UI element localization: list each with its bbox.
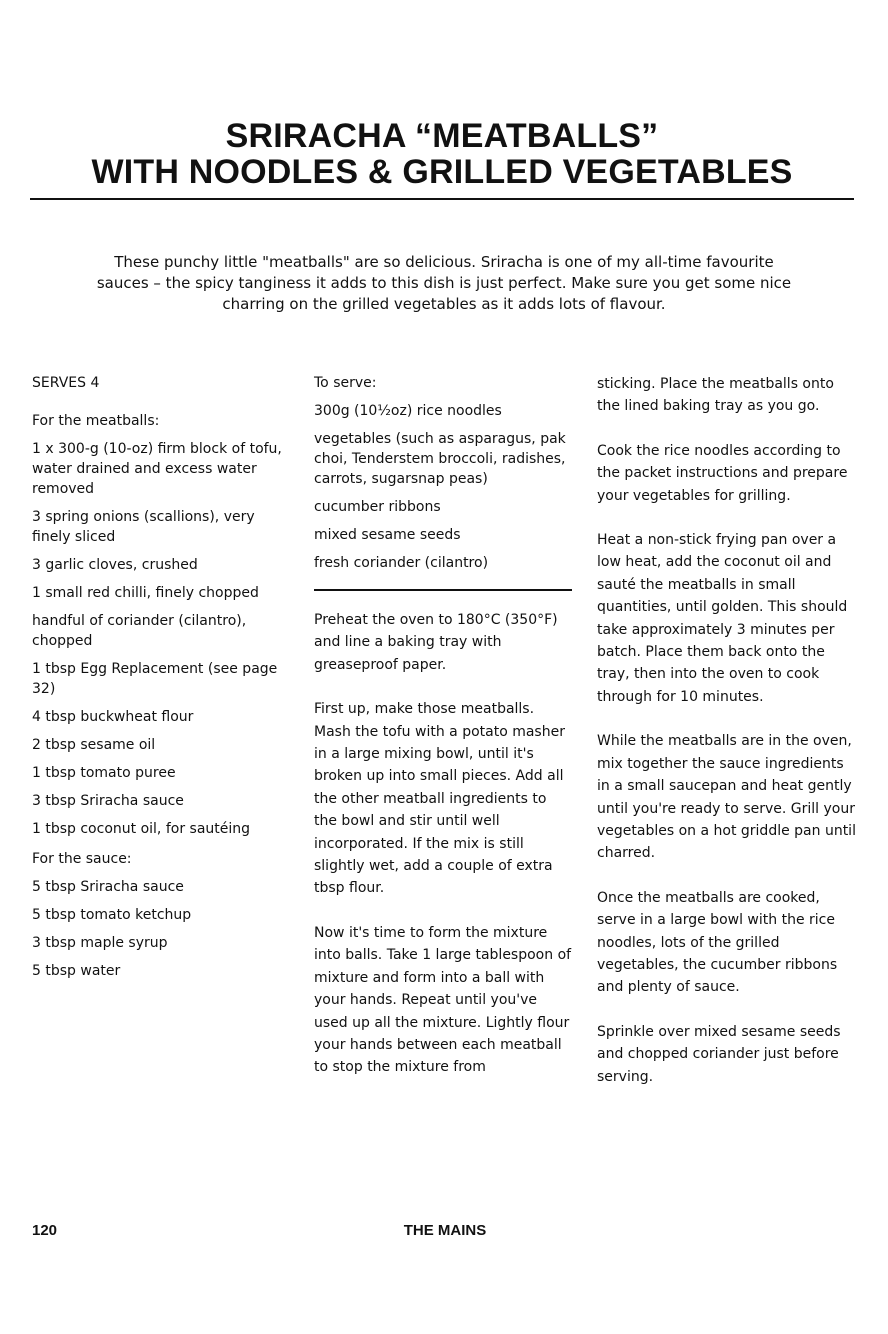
method-step: Now it's time to form the mixture into balls. Take 1 large tablespoon of mixture and form into a ball with your hands. Repeat until you've used up all the mixture. Lightly flour your hands between each meatball to stop the mixture from — [314, 924, 572, 1076]
method-step: Preheat the oven to 180°C (350°F) and line a baking tray with greaseproof paper. — [314, 612, 558, 673]
sauce-item: 5 tbsp tomato ketchup — [32, 907, 192, 923]
ingredient-item: 1 x 300-g (10-oz) firm block of tofu, water drained and excess water removed — [32, 441, 282, 497]
sauce-item: 3 tbsp maple syrup — [32, 935, 168, 951]
page-number: 120 — [32, 1222, 58, 1239]
ingredient-item: handful of coriander (cilantro), chopped — [32, 613, 247, 649]
sauce-item: 5 tbsp water — [32, 963, 121, 979]
to-serve-heading: To serve: — [314, 375, 377, 391]
method-step: While the meatballs are in the oven, mix together the sauce ingredients in a small saucepan and heat gently until you're ready to serve. Grill your vegetables on a hot griddle pan until charred. — [597, 733, 856, 862]
ingredient-item: 4 tbsp buckwheat flour — [32, 709, 194, 725]
recipe-title-line-2: WITH NOODLES & GRILLED VEGETABLES — [91, 153, 793, 191]
method-step: Cook the rice noodles according to the packet instructions and prepare your vegetables for grilling. — [597, 442, 848, 504]
serve-item: vegetables (such as asparagus, pak choi, Tenderstem broccoli, radishes, carrots, sugarsnap peas) — [314, 431, 566, 487]
method-step: Once the meatballs are cooked, serve in a large bowl with the rice noodles, lots of the grilled vegetables, the cucumber ribbons and plenty of sauce. — [597, 889, 838, 996]
serve-and-method-column — [314, 373, 572, 1101]
ingredient-item: 1 small red chilli, finely chopped — [32, 585, 259, 601]
serves-label: SERVES 4 — [32, 375, 100, 391]
title-divider — [30, 198, 854, 200]
ingredient-item: 3 spring onions (scallions), very finely sliced — [32, 509, 255, 545]
ingredient-item: 3 tbsp Sriracha sauce — [32, 793, 184, 809]
sauce-heading: For the sauce: — [32, 851, 132, 867]
serve-item: cucumber ribbons — [314, 499, 441, 515]
section-name: THE MAINS — [403, 1222, 487, 1239]
method-step: sticking. Place the meatballs onto the lined baking tray as you go. — [597, 376, 834, 415]
sauce-item: 5 tbsp Sriracha sauce — [32, 879, 184, 895]
method-column — [597, 373, 859, 1110]
recipe-title-line-1: SRIRACHA “MEATBALLS” — [225, 117, 659, 155]
serve-item: fresh coriander (cilantro) — [314, 555, 489, 571]
ingredient-item: 1 tbsp coconut oil, for sautéing — [32, 821, 251, 837]
serve-item: mixed sesame seeds — [314, 527, 461, 543]
ingredients-column — [32, 373, 290, 989]
method-step: First up, make those meatballs. Mash the tofu with a potato masher in a large mixing bowl, until it's broken up into small pieces. Add all the other meatball ingredients to the bowl and stir until well incorporated. If the mix is still slightly wet, add a couple of extra tbsp flour. — [314, 701, 565, 897]
ingredient-item: 1 tbsp tomato puree — [32, 765, 176, 781]
method-step: Heat a non-stick frying pan over a low heat, add the coconut oil and sauté the meatballs in small quantities, until golden. This should take approximately 3 minutes per batch. Place them back onto the tray, then into the oven to cook through for 10 minutes. — [597, 532, 848, 705]
ingredient-item: 3 garlic cloves, crushed — [32, 557, 198, 573]
ingredient-item: 1 tbsp Egg Replacement (see page 32) — [32, 661, 278, 697]
meatballs-heading: For the meatballs: — [32, 413, 160, 429]
intro-paragraph: These punchy little "meatballs" are so delicious. Sriracha is one of my all-time favourite sauces – the spicy tanginess it adds to this dish is just perfect. Make sure you get some nice charring on the grilled vegetables as it adds lots of flavour. — [96, 253, 792, 313]
method-divider — [314, 589, 572, 591]
method-step: Sprinkle over mixed sesame seeds and chopped coriander just before serving. — [597, 1023, 841, 1085]
ingredient-item: 2 tbsp sesame oil — [32, 737, 156, 753]
recipe-title — [30, 118, 854, 190]
serve-item: 300g (10½oz) rice noodles — [314, 403, 502, 419]
